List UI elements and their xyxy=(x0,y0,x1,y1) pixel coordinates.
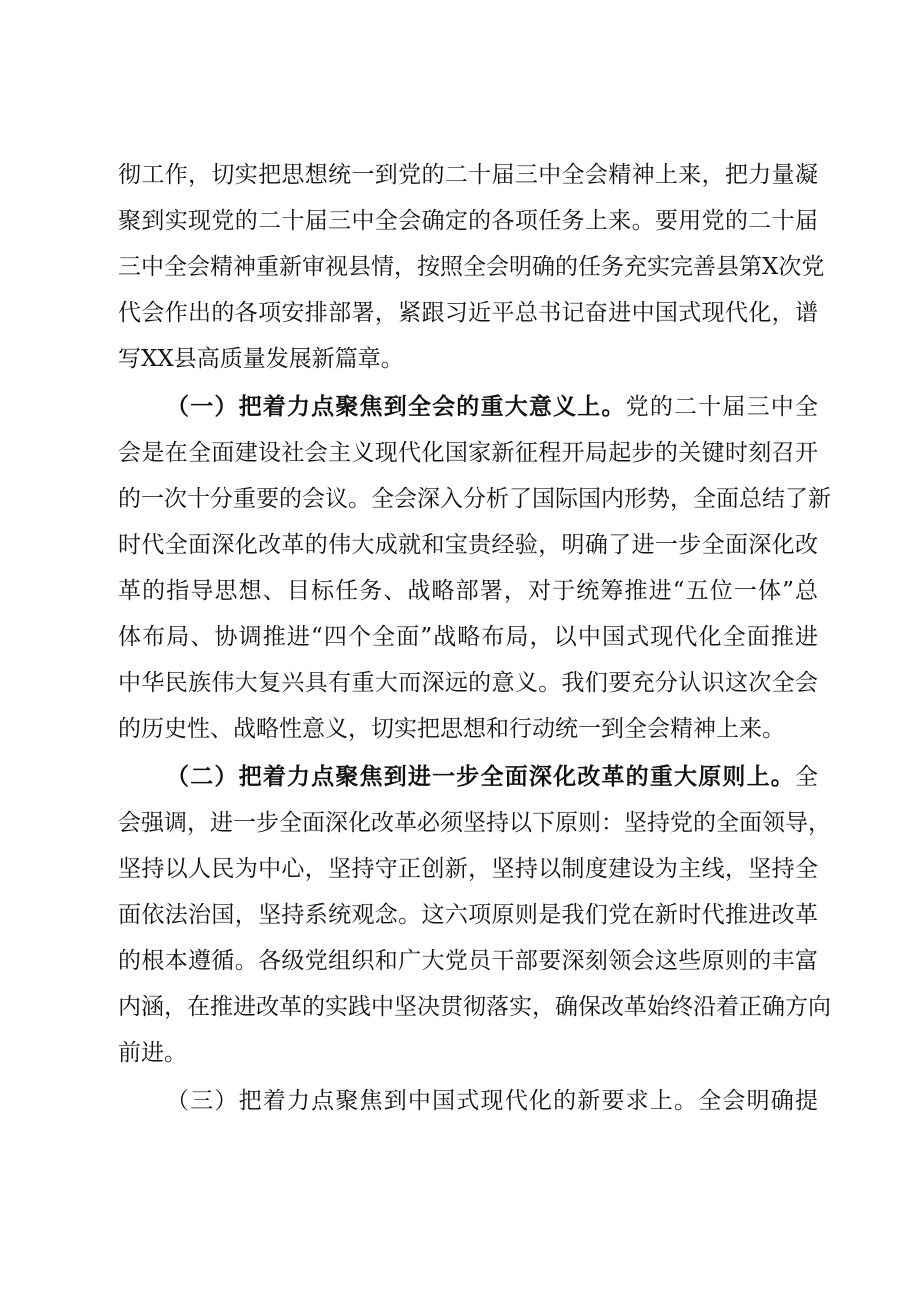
section2-line-4: 面依法治国，坚持系统观念。这六项原则是我们党在新时代推进改革 xyxy=(118,902,818,928)
section1-line-2: 会是在全面建设社会主义现代化国家新征程开局起步的关键时刻召开 xyxy=(118,440,818,466)
section3-first-line: （三）把着力点聚焦到中国式现代化的新要求上。全会明确提 xyxy=(166,1088,818,1114)
section1-line-7: 中华民族伟大复兴具有重大而深远的意义。我们要充分认识这次全会 xyxy=(118,670,818,696)
section2-line-2: 会强调，进一步全面深化改革必须坚持以下原则：坚持党的全面领导， xyxy=(118,810,831,836)
intro-line-4: 代会作出的各项安排部署，紧跟习近平总书记奋进中国式现代化，谱 xyxy=(118,300,818,326)
intro-line-3: 三中全会精神重新审视县情，按照全会明确的任务充实完善县第X次党 xyxy=(118,254,825,280)
section1-line-4: 时代全面深化改革的伟大成就和宝贵经验，明确了进一步全面深化改 xyxy=(118,532,818,558)
section1-first-line xyxy=(166,384,818,430)
section2-line-6: 内涵，在推进改革的实践中坚决贯彻落实，确保改革始终沿着正确方向 xyxy=(118,994,831,1020)
section2-line-5: 的根本遵循。各级党组织和广大党员干部要深刻领会这些原则的丰富 xyxy=(118,948,818,974)
section1-line-8: 的历史性、战略性意义，切实把思想和行动统一到全会精神上来。 xyxy=(118,716,785,742)
section2-first-line-text: 全 xyxy=(795,764,818,790)
intro-line-1: 彻工作，切实把思想统一到党的二十届三中全会精神上来，把力量凝 xyxy=(118,162,818,188)
section2-first-line xyxy=(166,754,818,800)
section1-first-line-text: 党的二十届三中全 xyxy=(625,394,819,420)
intro-line-5: 写XX县高质量发展新篇章。 xyxy=(118,346,404,372)
section2-line-3: 坚持以人民为中心，坚持守正创新，坚持以制度建设为主线，坚持全 xyxy=(118,856,818,882)
intro-line-2: 聚到实现党的二十届三中全会确定的各项任务上来。要用党的二十届 xyxy=(118,208,818,234)
section2-line-7: 前进。 xyxy=(118,1040,187,1066)
section2-heading: （二）把着力点聚焦到进一步全面深化改革的重大原则上。 xyxy=(166,763,795,790)
section1-heading: （一）把着力点聚焦到全会的重大意义上。 xyxy=(166,393,626,420)
section1-line-6: 体布局、协调推进“四个全面”战略布局，以中国式现代化全面推进 xyxy=(118,624,818,650)
section1-line-5: 革的指导思想、目标任务、战略部署，对于统筹推进“五位一体”总 xyxy=(118,578,818,604)
section1-line-3: 的一次十分重要的会议。全会深入分析了国际国内形势，全面总结了新 xyxy=(118,486,831,512)
